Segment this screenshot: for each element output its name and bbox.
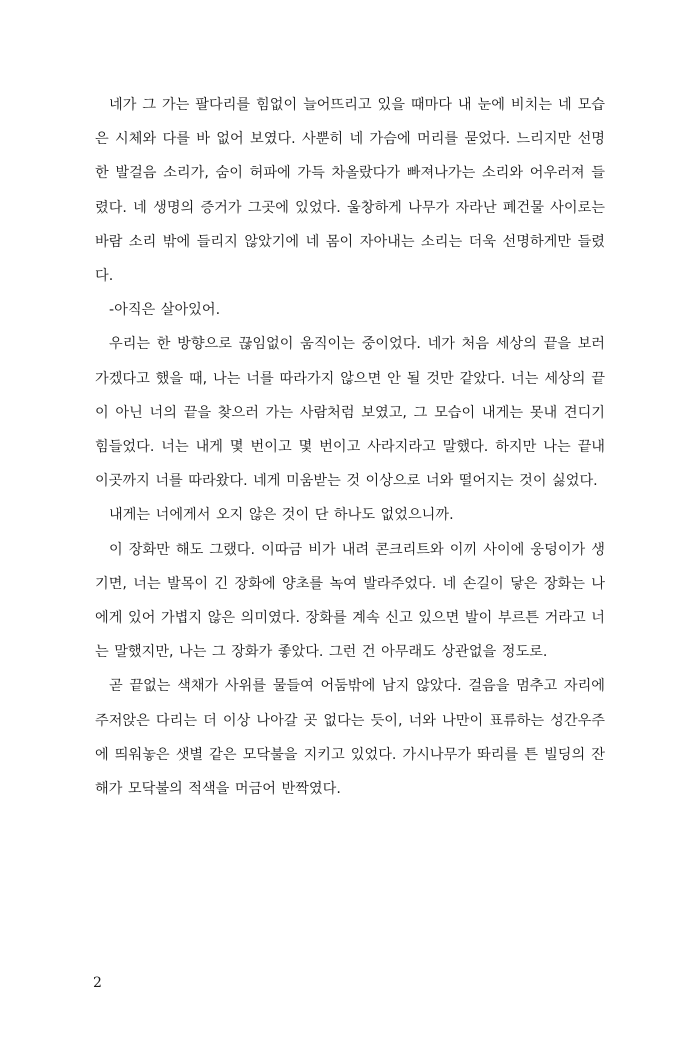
paragraph: 우리는 한 방향으로 끊임없이 움직이는 중이었다. 네가 처음 세상의 끝을 보러 가겠다고 했을 때, 나는 너를 따라가지 않으면 안 될 것만 같았다. 너는 세상의 끝이 아닌 너의 끝을 찾으러 가는 사람처럼 보였고, 그 모습이 내게는 못내 견디기 힘들었다. 너는 내게 몇 번이고 몇 번이고 사라지라고 말했다. 하지만 나는 끝내 이곳까지 너를 따라왔다. 네게 미움받는 것 이상으로 너와 떨어지는 것이 싫었다. bbox=[95, 336, 605, 490]
page-number: 2 bbox=[93, 975, 102, 991]
paragraph: 이 장화만 해도 그랬다. 이따금 비가 내려 콘크리트와 이끼 사이에 웅덩이가 생기면, 너는 발목이 긴 장화에 양초를 녹여 발라주었다. 네 손길이 닿은 장화는 나에게 있어 가볍지 않은 의미였다. 장화를 계속 신고 있으면 발이 부르튼 거라고 너는 말했지만, 나는 그 장화가 좋았다. 그런 건 아무래도 상관없을 정도로. bbox=[95, 541, 605, 661]
paragraph: 곧 끝없는 색채가 사위를 물들여 어둠밖에 남지 않았다. 걸음을 멈추고 자리에 주저앉은 다리는 더 이상 나아갈 곳 없다는 듯이, 너와 나만이 표류하는 성간우주에 띄워놓은 샛별 같은 모닥불을 지키고 있었다. 가시나무가 똬리를 튼 빌딩의 잔해가 모닥불의 적색을 머금어 반짝였다. bbox=[95, 678, 605, 798]
paragraph: -아직은 살아있어. bbox=[109, 302, 221, 319]
paragraph: 네가 그 가는 팔다리를 힘없이 늘어뜨리고 있을 때마다 내 눈에 비치는 네 모습은 시체와 다를 바 없어 보였다. 사뿐히 네 가슴에 머리를 묻었다. 느리지만 선명한 발걸음 소리가, 숨이 허파에 가득 차올랐다가 빠져나가는 소리와 어우러져 들렸다. 네 생명의 증거가 그곳에 있었다. 울창하게 나무가 자라난 폐건물 사이로는 바람 소리 밖에 들리지 않았기에 네 몸이 자아내는 소리는 더욱 선명하게만 들렸다. bbox=[95, 97, 605, 285]
body-text bbox=[95, 88, 605, 806]
paragraph: 내게는 너에게서 오지 않은 것이 단 하나도 없었으니까. bbox=[109, 507, 454, 524]
